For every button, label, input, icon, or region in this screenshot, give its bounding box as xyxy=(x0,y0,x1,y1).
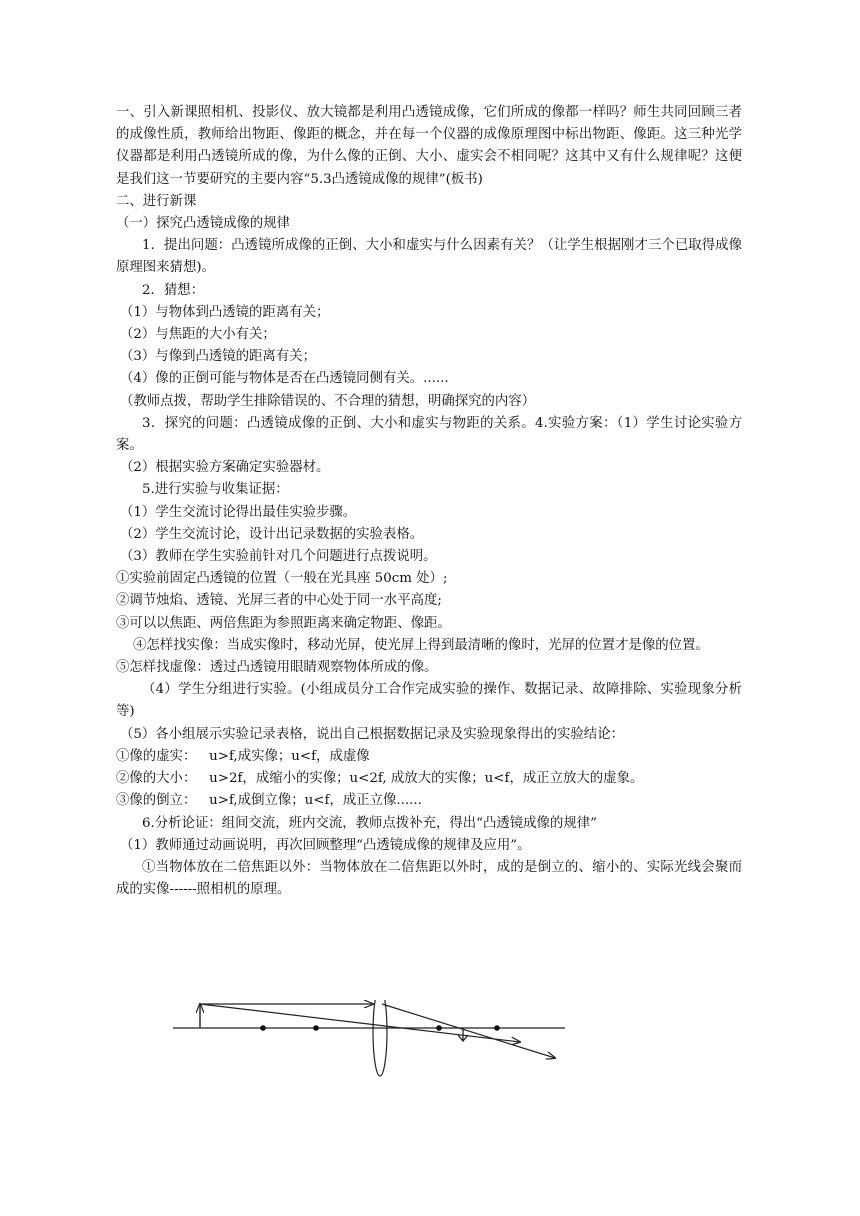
ray-through-center xyxy=(200,1004,520,1042)
guess-item-1: （1）与物体到凸透镜的距离有关； xyxy=(120,304,330,320)
experiment-item-4: （4）学生分组进行实验。(小组成员分工合作完成实验的操作、数据记录、故障排除、实验现象分析等) xyxy=(116,682,742,720)
focal-point-2f-right xyxy=(494,1025,500,1031)
guess-item-3: （3）与像到凸透镜的距离有关； xyxy=(120,349,316,365)
conclusion-real-virtual: ①像的虚实： u>f,成实像；u<f，成虚像 xyxy=(116,748,370,764)
guess-item-2: （2）与焦距的大小有关； xyxy=(120,327,276,343)
note-circle-5: ⑤怎样找虚像：透过凸透镜用眼睛观察物体所成的像。 xyxy=(116,660,438,676)
experiment-item-3: （3）教师在学生实验前针对几个问题进行点拨说明。 xyxy=(120,549,437,565)
step-6-analysis: 6.分析论证：组间交流，班内交流，教师点拨补充，得出“凸透镜成像的规律” xyxy=(142,815,597,831)
note-circle-2: ②调节烛焰、透镜、光屏三者的中心处于同一水平高度; xyxy=(116,593,442,609)
analysis-item-1: （1）教师通过动画说明，再次回顾整理“凸透镜成像的规律及应用”。 xyxy=(120,837,531,853)
lens-ray-diagram xyxy=(170,1000,570,1090)
experiment-item-1: （1）学生交流讨论得出最佳实验步骤。 xyxy=(120,504,357,520)
document-body xyxy=(116,102,742,901)
experiment-item-5: （5）各小组展示实验记录表格，说出自己根据数据记录及实验现象得出的实验结论： xyxy=(120,726,624,742)
step-1-question: 1．提出问题：凸透镜所成像的正倒、大小和虚实与什么因素有关？（让学生根据刚才三个已取得成像原理图来猜想)。 xyxy=(116,238,742,276)
focal-point-f-left xyxy=(313,1025,319,1031)
note-circle-4: ④怎样找实像：当成实像时，移动光屏，使光屏上得到最清晰的像时，光屏的位置才是像的位置。 xyxy=(133,637,709,653)
guess-item-4: （4）像的正倒可能与物体是否在凸透镜同侧有关。...... xyxy=(120,371,449,387)
subsection-heading: （一）探究凸透镜成像的规律 xyxy=(116,216,291,232)
note-circle-1: ①实验前固定凸透镜的位置（一般在光具座 50cm 处）; xyxy=(116,571,448,587)
step-3-problem: 3．探究的问题：凸透镜成像的正倒、大小和虚实与物距的关系。4.实验方案：（1）学生讨论实验方案。 xyxy=(116,415,742,454)
intro-paragraph: 一、引入新课照相机、投影仪、放大镜都是利用凸透镜成像，它们所成的像都一样吗？师生共同回顾三者的成像性质，教师给出物距、像距的概念，并在每一个仪器的成像原理图中标出物距、像距。这三种光学仪器都是利用凸透镜所成的像，为什么像的正倒、大小、虚实会不相同呢？这其中又有什么规律呢？这便是我们这一节要研究的主要内容“5.3凸透镜成像的规律”(板书) xyxy=(116,105,742,187)
focal-point-2f-left xyxy=(260,1025,266,1031)
step-5-experiment: 5.进行实验与收集证据： xyxy=(142,482,289,498)
plan-item-2: （2）根据实验方案确定实验器材。 xyxy=(120,460,330,476)
convex-lens xyxy=(373,1000,387,1076)
note-circle-3: ③可以以焦距、两倍焦距为参照距离来确定物距、像距。 xyxy=(116,615,451,631)
case-beyond-2f: ①当物体放在二倍焦距以外：当物体放在二倍焦距以外时，成的是倒立的、缩小的、实际光线会聚而成的实像------照相机的原理。 xyxy=(116,859,742,898)
conclusion-size: ②像的大小： u>2f，成缩小的实像；u<2f, 成放大的实像；u<f，成正立放大的虚象。 xyxy=(116,771,644,787)
teacher-note: （教师点拨，帮助学生排除错误的、不合理的猜想，明确探究的内容） xyxy=(120,393,536,409)
step-2-guess: 2．猜想： xyxy=(142,282,205,298)
focal-point-f-right xyxy=(436,1025,442,1031)
experiment-item-2: （2）学生交流讨论，设计出记录数据的实验表格。 xyxy=(120,526,424,542)
ray-refracted xyxy=(382,1004,555,1058)
conclusion-orientation: ③像的倒立： u>f,成倒立像；u<f，成正立像...... xyxy=(116,793,422,809)
section-heading-new-lesson: 二、进行新课 xyxy=(116,193,197,209)
